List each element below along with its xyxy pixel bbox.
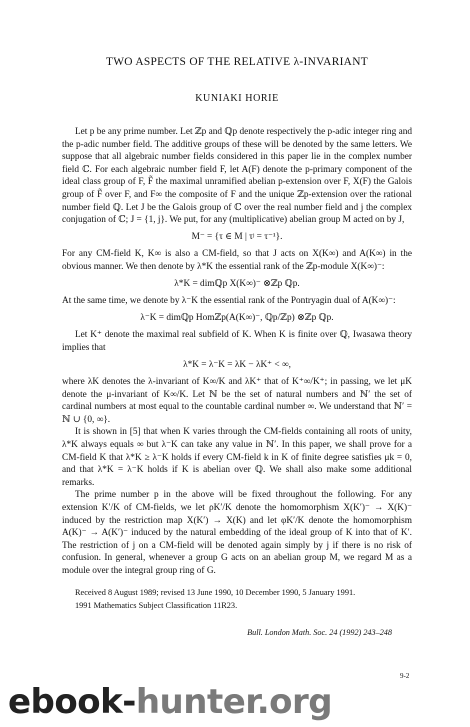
paper-title: TWO ASPECTS OF THE RELATIVE λ-INVARIANT [105,56,368,68]
watermark-part-1: ebook- [8,682,136,722]
paragraph: The prime number p in the above will be fixed throughout the following. For any extension K′/K of CM-fields, we let ρK′/K denote the homomorphism X(K′)⁻ → X(K)⁻ induced by the restriction map X(K′) → X(K) and let φK′/K denote the homomorphism A(K)⁻ → A(K′)⁻ induced by the natural embedding of the ideal group of K into that of K′. The restriction of j on a CM-field will be denoted again simply by j if there is no risk of confusion. In general, whenever a group G acts on an abelian group M, we regard M as a module over the integral group ring of G. [62,490,412,576]
paragraph: For any CM-field K, K∞ is also a CM-field, so that J acts on X(K∞) and A(K∞) in the obvious manner. We then denote by λ*K the essential rank of the ℤp-module X(K∞)⁻: [62,249,412,272]
paragraph: It is shown in [5] that when K varies through the CM-fields containing all roots of unity, λ*K always equals ∞ but λ⁻K can take any value in ℕ′. In this paper, we shall prove for a CM-field K that λ*K ≥ λ⁻K holds if every CM-field k in K of finite degree satisfies μk = 0, and that λ*K = λ⁻K holds if K is abelian over ℚ. We shall also make some additional remarks. [62,427,412,488]
display-equation: M⁻ = {τ ∈ M | τʲ = τ⁻¹}. [191,231,283,242]
paragraph: Let K⁺ denote the maximal real subfield of K. When K is finite over ℚ, Iwasawa theory implies that [62,330,412,353]
page-mark: 9-2 [400,672,410,680]
paragraph: Let p be any prime number. Let ℤp and ℚp denote respectively the p-adic integer ring and the p-adic number field. The additive groups of these will be denoted by the same letters. We suppose that all algebraic number fields considered in this paper lie in the complex number field ℂ. For each algebraic number field F, let A(F) denote the p-primary component of the ideal class group of F, F̃ the maximal unramified abelian p-extension over F, X(F) the Galois group of F̃ over F, and F∞ the composite of F and the unique ℤp-extension over the rational number field ℚ. Let J be the Galois group of ℂ over the real number field and j the complex conjugation of ℂ; J = {1, j}. We put, for any (multiplicative) abelian group M acted on by J, [62,127,412,226]
paper-body [62,126,412,578]
display-equation: λ*K = dimℚp X(K∞)⁻ ⊗ℤp ℚp. [174,278,300,289]
journal-citation: Bull. London Math. Soc. 24 (1992) 243–248 [247,628,392,637]
display-equation: λ*K = λ⁻K = λK − λK⁺ < ∞, [183,359,291,370]
received-dates: Received 8 August 1989; revised 13 June 1990, 10 December 1990, 5 January 1991. [75,588,356,597]
watermark-part-2: hunter.org [135,682,333,722]
paragraph: where λK denotes the λ-invariant of K∞/K and λK⁺ that of K⁺∞/K⁺; in passing, we let μK denote the μ-invariant of K∞/K. Let ℕ be the set of natural numbers and ℕ′ the set of cardinal numbers at most equal to the countable cardinal number ∞. We understand that ℕ′ = ℕ ∪ {0, ∞}. [62,377,412,425]
author-name: KUNIAKI HORIE [195,93,279,104]
subject-classification: 1991 Mathematics Subject Classification 11R23. [75,601,238,610]
footnotes [62,586,412,612]
watermark-logo [8,682,332,722]
paragraph: At the same time, we denote by λ⁻K the essential rank of the Pontryagin dual of A(K∞)⁻: [62,296,396,307]
display-equation: λ⁻K = dimℚp Homℤp(A(K∞)⁻, ℚp/ℤp) ⊗ℤp ℚp. [140,312,334,323]
